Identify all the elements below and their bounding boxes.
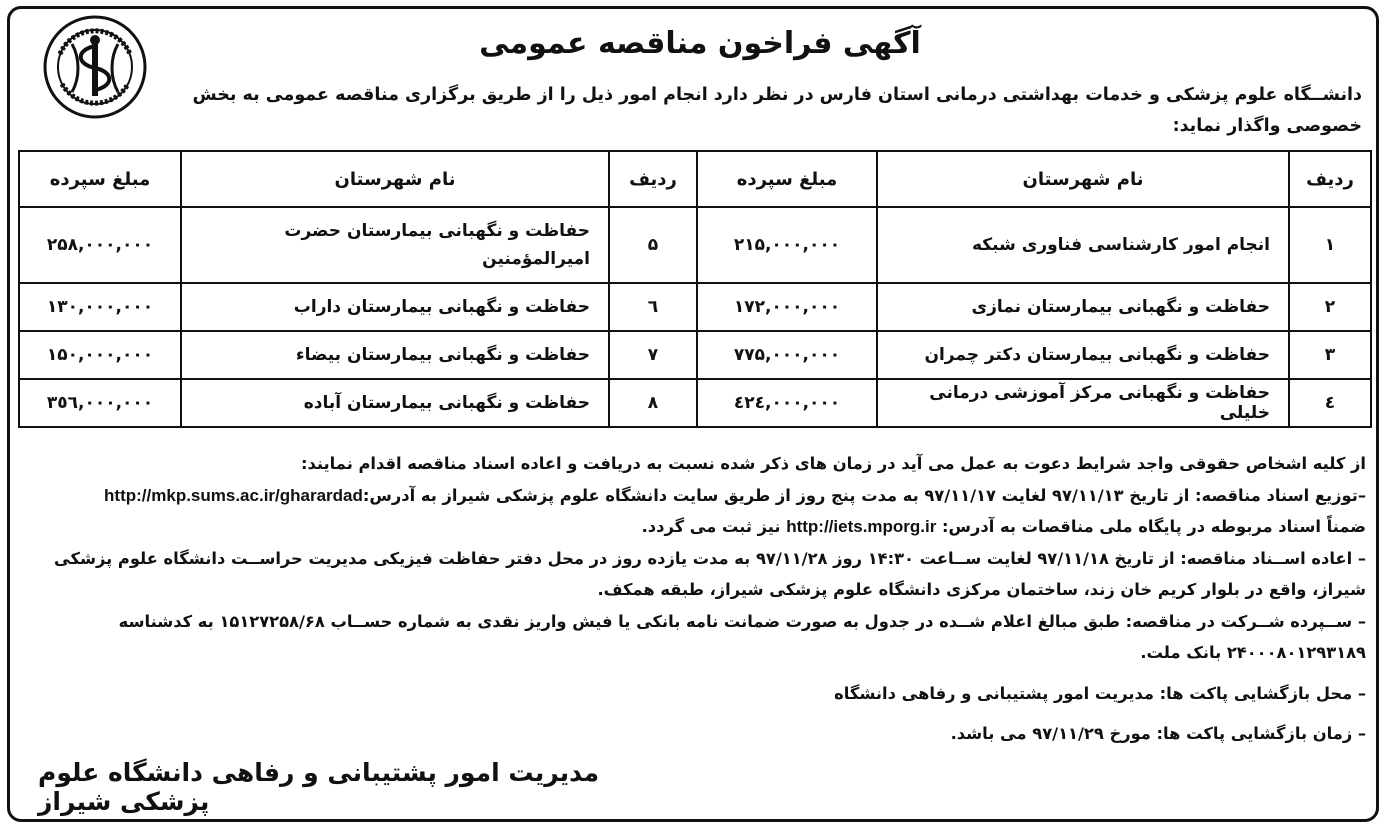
deposit-amount: ۲۵۸,۰۰۰,۰۰۰ — [19, 207, 181, 283]
invite-paragraph: از کلیه اشخاص حقوقی واجد شرایط دعوت به عمل می آید در زمان های ذکر شده نسبت به دریافت و اعاده اسناد مناقصه اقدام نمایند: — [300, 454, 1366, 473]
row-number: ۷ — [609, 331, 697, 379]
item-name: حفاظت و نگهبانی بیمارستان داراب — [181, 283, 609, 331]
distribution-paragraph — [21, 480, 1366, 512]
header-city: نام شهرستان — [877, 151, 1289, 207]
row-number: ۲ — [1289, 283, 1371, 331]
row-number: ٤ — [1289, 379, 1371, 427]
item-name: حفاظت و نگهبانی بیمارستان آباده — [181, 379, 609, 427]
deposit-amount: ۳٥٦,۰۰۰,۰۰۰ — [19, 379, 181, 427]
deposit-amount: ۲۱۵,۰۰۰,۰۰۰ — [697, 207, 877, 283]
distribution-link[interactable]: http://mkp.sums.ac.ir/gharardad — [104, 485, 363, 505]
national-portal-link[interactable]: http://iets.mporg.ir — [786, 517, 937, 536]
university-seal-icon — [42, 14, 148, 120]
item-name: حفاظت و نگهبانی بیمارستان حضرت امیرالمؤمنین — [181, 207, 609, 283]
item-name: انجام امور کارشناسی فناوری شبکه — [877, 207, 1289, 283]
national-portal-paragraph — [21, 511, 1366, 543]
header-city: نام شهرستان — [181, 151, 609, 207]
row-number: ۸ — [609, 379, 697, 427]
row-number: ۱ — [1289, 207, 1371, 283]
deposit-amount: ٤۲٤,۰۰۰,۰۰۰ — [697, 379, 877, 427]
row-number: ٦ — [609, 283, 697, 331]
deposit-amount: ۱۷۲,۰۰۰,۰۰۰ — [697, 283, 877, 331]
return-paragraph: – اعاده اســناد مناقصه: از تاریخ ۹۷/۱۱/۱۸ لغایت ســاعت ۱۴:۳۰ روز ۹۷/۱۱/۲۸ به مدت یازده روز در محل دفتر حفاظت فیزیکی مدیریت حراســت دانشگاه علوم پزشکی شیراز، واقع در بلوار کریم خان زند، ساختمان مرکزی دانشگاه علوم پزشکی شیراز، طبقه همکف. — [54, 548, 1366, 599]
signature: مدیریت امور پشتیبانی و رفاهی دانشگاه علوم پزشکی شیراز — [38, 758, 600, 816]
national-text-end: نیز ثبت می گردد. — [641, 517, 781, 536]
notice-title: آگهی فراخون مناقصه عمومی — [479, 26, 921, 61]
deposit-amount: ۷۷۵,۰۰۰,۰۰۰ — [697, 331, 877, 379]
notice-body — [21, 448, 1366, 750]
item-name: حفاظت و نگهبانی بیمارستان نمازی — [877, 283, 1289, 331]
opening-time: – زمان بازگشایی پاکت ها: مورخ ۹۷/۱۱/۲۹ می باشد. — [950, 724, 1366, 743]
opening-place: – محل بازگشایی پاکت ها: مدیریت امور پشتیبانی و رفاهی دانشگاه — [834, 683, 1366, 703]
header-deposit: مبلغ سپرده — [19, 151, 181, 207]
item-name: حفاظت و نگهبانی بیمارستان بیضاء — [181, 331, 609, 379]
row-number: ۳ — [1289, 331, 1371, 379]
table-row — [19, 379, 1371, 427]
table-row — [19, 207, 1371, 283]
distribution-text: –توزیع اسناد مناقصه: از تاریخ ۹۷/۱۱/۱۳ لغایت ۹۷/۱۱/۱۷ به مدت پنج روز از طریق سایت دانشگاه علوم پزشکی شیراز به آدرس: — [362, 485, 1366, 505]
header-deposit: مبلغ سپرده — [697, 151, 877, 207]
row-number: ۵ — [609, 207, 697, 283]
table-header-row — [19, 151, 1371, 207]
deposit-amount: ۱۵۰,۰۰۰,۰۰۰ — [19, 331, 181, 379]
table-row — [19, 331, 1371, 379]
deposit-amount: ۱۳۰,۰۰۰,۰۰۰ — [19, 283, 181, 331]
university-logo — [42, 14, 148, 120]
table-row — [19, 283, 1371, 331]
item-name: حفاظت و نگهبانی مرکز آموزشی درمانی خلیلی — [877, 379, 1289, 427]
notice-intro: دانشــگاه علوم پزشکی و خدمات بهداشتی درمانی استان فارس در نظر دارد انجام امور ذیل را از طریق برگزاری مناقصه عمومی به بخش خصوصی واگذار نماید: — [192, 85, 1362, 136]
tender-table — [18, 150, 1372, 428]
item-name: حفاظت و نگهبانی بیمارستان دکتر چمران — [877, 331, 1289, 379]
national-text: ضمناً اسناد مربوطه در پایگاه ملی مناقصات به آدرس: — [942, 517, 1366, 536]
header-row-num: ردیف — [609, 151, 697, 207]
header-row-num: ردیف — [1289, 151, 1371, 207]
deposit-paragraph: – ســپرده شــرکت در مناقصه: طبق مبالغ اعلام شــده در جدول به صورت ضمانت نامه بانکی یا فیش واریز نقدی به شماره حســاب ۱۵۱۲۷۲۵۸/۶۸ به کدشناسه ۲۴۰۰۰۸۰۱۲۹۳۱۸۹ بانک ملت. — [118, 611, 1366, 662]
